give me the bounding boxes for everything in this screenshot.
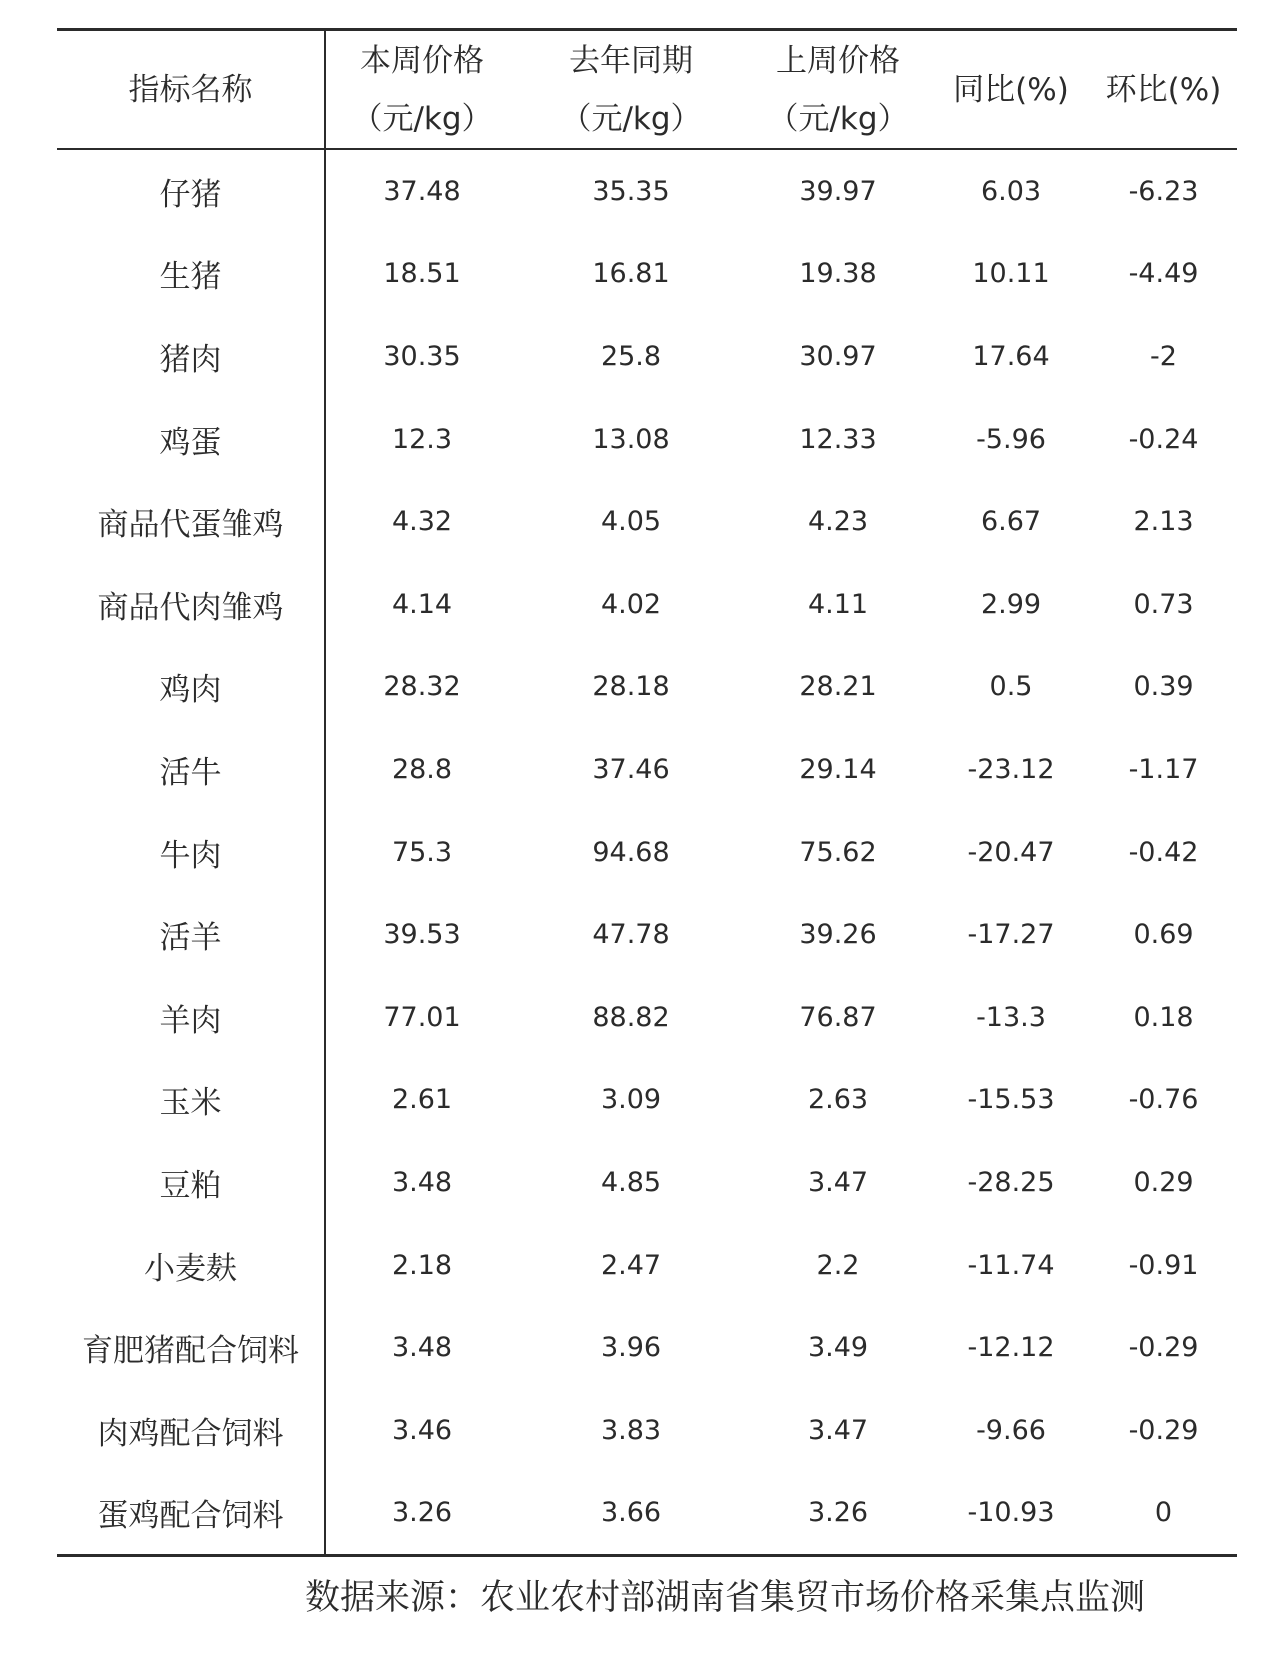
cell-name: 蛋鸡配合饲料 [57,1472,325,1556]
cell-yoy: 6.03 [980,175,1042,207]
table-row [57,149,1237,233]
cell-last-week: 39.97 [799,175,877,207]
table-header [57,30,1237,150]
cell-yoy: -20.47 [967,836,1055,868]
cell-yoy: -9.66 [976,1414,1046,1446]
header-yoy: 同比(%) [953,71,1069,108]
cell-yoy: -11.74 [967,1249,1055,1281]
cell-this-week: 28.8 [391,753,453,785]
cell-name: 鸡蛋 [57,398,325,481]
cell-name: 商品代肉雏鸡 [57,563,325,646]
header-last-week-line1: 上周价格 [776,42,900,79]
table-row [57,398,1237,481]
cell-yoy: 2.99 [980,588,1042,620]
cell-name: 活羊 [57,893,325,976]
cell-mom: 0 [1154,1497,1173,1529]
cell-yoy: 6.67 [980,506,1042,538]
cell-yoy: -15.53 [967,1084,1055,1116]
cell-yoy: -23.12 [967,753,1055,785]
header-this-week-line1: 本周价格 [360,42,484,79]
cell-name: 肉鸡配合饲料 [57,1389,325,1472]
cell-mom: 0.29 [1133,1166,1194,1198]
table-row [57,728,1237,811]
cell-last-year: 37.46 [592,753,670,785]
table-row [57,1472,1237,1556]
cell-yoy: -12.12 [967,1332,1055,1364]
cell-last-year: 88.82 [592,1001,670,1033]
table-body [57,149,1237,1556]
cell-mom: -1.17 [1128,753,1199,785]
header-last-year-line1: 去年同期 [569,42,693,79]
cell-last-week: 39.26 [799,919,877,951]
cell-yoy: -10.93 [967,1497,1055,1529]
cell-last-year: 3.96 [600,1332,662,1364]
table-row [57,315,1237,398]
cell-mom: -0.29 [1128,1414,1199,1446]
cell-name: 育肥猪配合饲料 [57,1306,325,1389]
cell-name: 豆粕 [57,1141,325,1224]
cell-mom: 0.18 [1133,1001,1194,1033]
header-this-week-price [325,30,518,150]
header-last-week-price [744,30,932,150]
cell-name: 猪肉 [57,315,325,398]
table-row [57,811,1237,894]
cell-name: 鸡肉 [57,646,325,729]
cell-last-year: 28.18 [592,671,670,703]
header-row [57,30,1237,150]
cell-this-week: 3.46 [391,1414,453,1446]
cell-name: 牛肉 [57,811,325,894]
cell-this-week: 37.48 [383,175,461,207]
cell-this-week: 3.48 [391,1166,453,1198]
table-row [57,563,1237,646]
cell-last-week: 76.87 [799,1001,877,1033]
table-row [57,1389,1237,1472]
cell-last-week: 3.47 [807,1414,869,1446]
cell-yoy: -5.96 [976,423,1046,455]
cell-last-year: 3.09 [600,1084,662,1116]
table-row [57,976,1237,1059]
cell-name: 仔猪 [57,149,325,233]
cell-last-week: 19.38 [799,258,877,290]
price-table [57,28,1237,1557]
cell-yoy: -13.3 [976,1001,1046,1033]
cell-this-week: 30.35 [383,340,461,372]
table-row [57,1306,1237,1389]
cell-last-year: 3.83 [600,1414,662,1446]
header-last-year-price [518,30,744,150]
cell-mom: 0.39 [1133,671,1194,703]
header-this-week-unit: （元/kg） [351,100,493,137]
cell-mom: -0.24 [1128,423,1199,455]
cell-this-week: 77.01 [383,1001,461,1033]
cell-last-week: 3.26 [807,1497,869,1529]
cell-this-week: 3.48 [391,1332,453,1364]
cell-last-week: 4.23 [807,506,869,538]
table-row [57,1224,1237,1307]
cell-this-week: 18.51 [383,258,461,290]
cell-last-year: 4.05 [600,506,662,538]
cell-last-year: 35.35 [592,175,670,207]
cell-mom: -0.29 [1128,1332,1199,1364]
cell-yoy: -28.25 [967,1166,1055,1198]
cell-mom: -6.23 [1128,175,1199,207]
cell-last-year: 47.78 [592,919,670,951]
cell-last-week: 30.97 [799,340,877,372]
cell-last-week: 29.14 [799,753,877,785]
cell-last-week: 3.47 [807,1166,869,1198]
cell-yoy: 17.64 [972,340,1050,372]
cell-last-week: 12.33 [799,423,877,455]
cell-last-year: 2.47 [600,1249,662,1281]
cell-mom: -4.49 [1128,258,1199,290]
table-row [57,480,1237,563]
table-row [57,233,1237,316]
data-source-note: 数据来源：农业农村部湖南省集贸市场价格采集点监测 [305,1578,1146,1618]
header-last-year-unit: （元/kg） [560,100,702,137]
header-last-week-unit: （元/kg） [767,100,909,137]
cell-last-year: 3.66 [600,1497,662,1529]
cell-mom: 0.69 [1133,919,1194,951]
cell-this-week: 4.14 [391,588,453,620]
cell-this-week: 2.61 [391,1084,453,1116]
cell-last-week: 2.2 [816,1249,860,1281]
cell-this-week: 28.32 [383,671,461,703]
cell-yoy: 0.5 [989,671,1033,703]
cell-last-week: 75.62 [799,836,877,868]
cell-mom: -2 [1150,340,1177,372]
cell-this-week: 4.32 [391,506,453,538]
header-indicator-name: 指标名称 [57,30,325,150]
cell-this-week: 2.18 [391,1249,453,1281]
cell-last-year: 13.08 [592,423,670,455]
cell-mom: 0.73 [1133,588,1194,620]
cell-mom: 2.13 [1133,506,1194,538]
cell-name: 活牛 [57,728,325,811]
cell-last-week: 3.49 [807,1332,869,1364]
cell-mom: -0.76 [1128,1084,1199,1116]
cell-name: 羊肉 [57,976,325,1059]
cell-last-year: 4.85 [600,1166,662,1198]
cell-yoy: -17.27 [967,919,1055,951]
table-row [57,893,1237,976]
cell-last-year: 16.81 [592,258,670,290]
cell-this-week: 12.3 [391,423,453,455]
cell-this-week: 39.53 [383,919,461,951]
cell-this-week: 75.3 [391,836,453,868]
cell-yoy: 10.11 [972,258,1050,290]
cell-last-week: 2.63 [807,1084,869,1116]
cell-name: 商品代蛋雏鸡 [57,480,325,563]
cell-name: 玉米 [57,1059,325,1142]
cell-mom: -0.91 [1128,1249,1199,1281]
table-row [57,1141,1237,1224]
table-row [57,1059,1237,1142]
cell-last-week: 28.21 [799,671,877,703]
cell-name: 小麦麸 [57,1224,325,1307]
table-row [57,646,1237,729]
cell-mom: -0.42 [1128,836,1199,868]
cell-last-year: 25.8 [600,340,662,372]
price-table-container [57,28,1235,1557]
cell-last-year: 4.02 [600,588,662,620]
cell-last-week: 4.11 [807,588,869,620]
header-mom: 环比(%) [1105,71,1222,108]
cell-last-year: 94.68 [592,836,670,868]
cell-name: 生猪 [57,233,325,316]
cell-this-week: 3.26 [391,1497,453,1529]
